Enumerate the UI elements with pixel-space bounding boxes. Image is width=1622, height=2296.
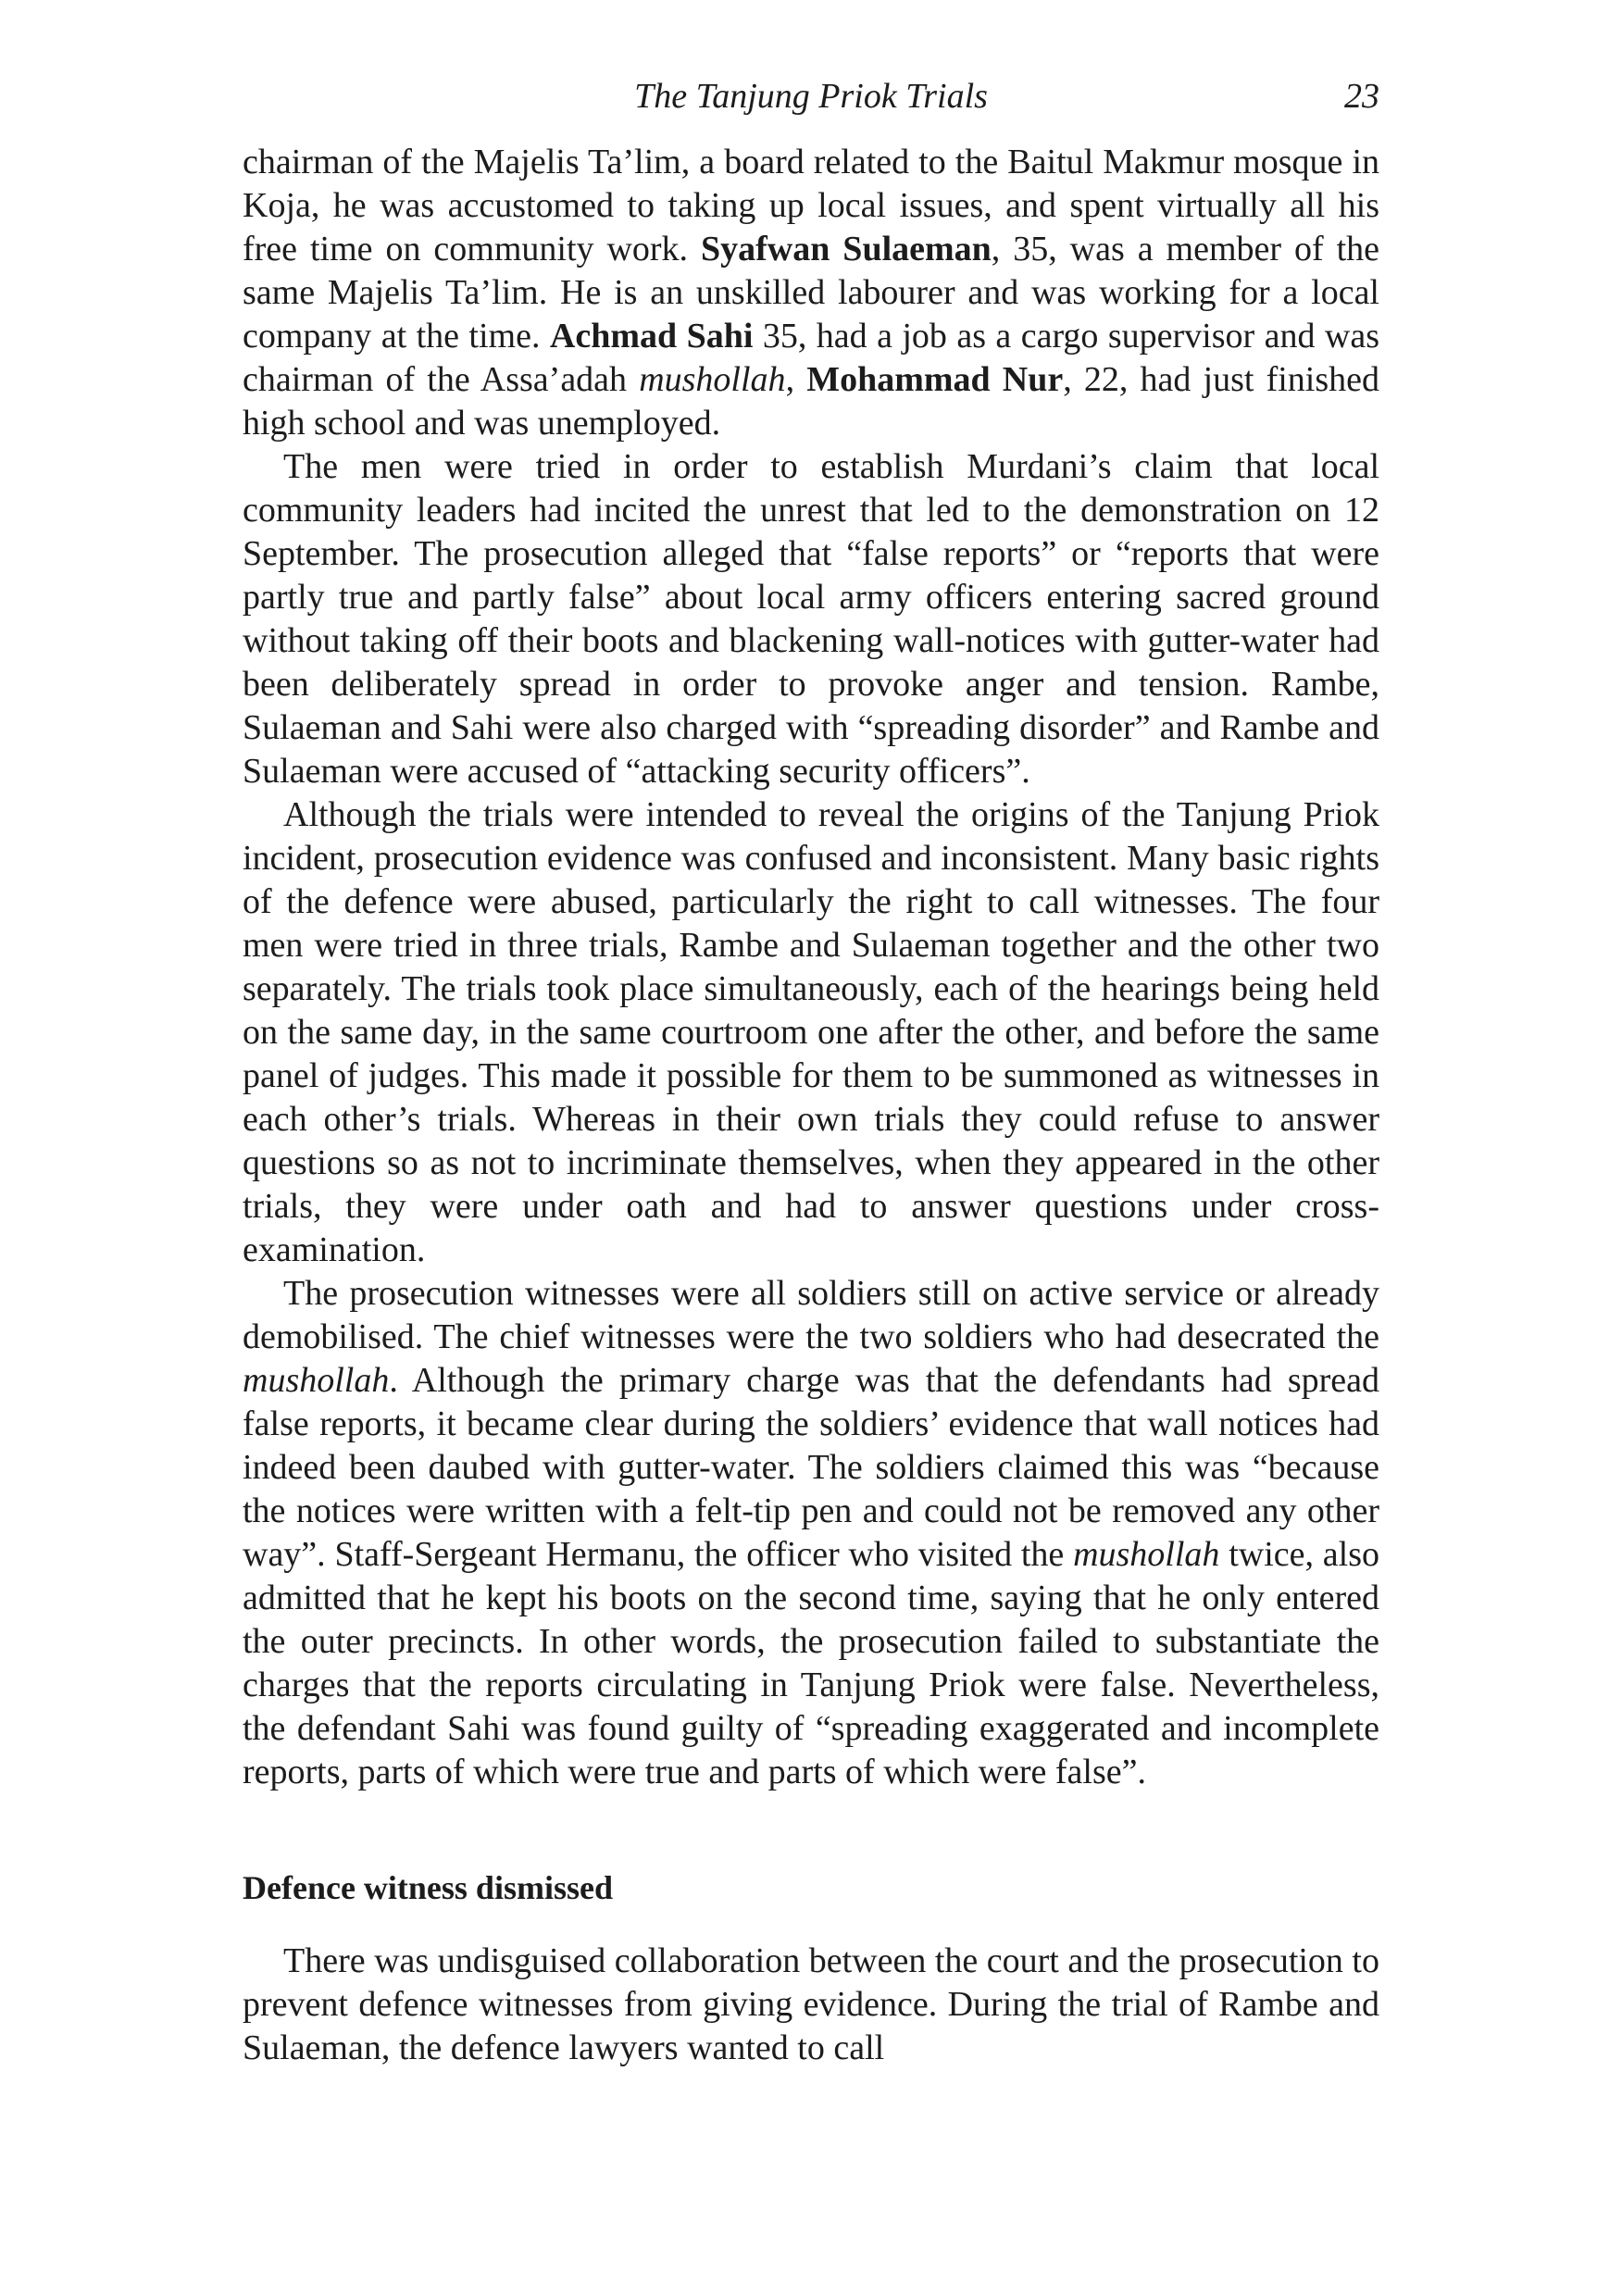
text-run: , <box>785 360 807 399</box>
page-number: 23 <box>1344 77 1379 116</box>
name-syafwan-sulaeman: Syafwan Sulaeman <box>701 230 992 268</box>
section-heading: Defence witness dismissed <box>243 1869 613 1906</box>
paragraph-3: Although the trials were intended to reveal the origins of the Tanjung Priok incident, prosecution evidence was confused and inconsistent. Many basic rights of the defence were abused, particularly the right to call witnesses. The four men were tried in three trials, Rambe and Sulaeman together and the other two separately. The trials took place simultaneously, each of the hearings being held on the same day, in the same courtroom one after the other, and before the same panel of judges. This made it possible for them to be summoned as witnesses in each other’s trials. Whereas in their own trials they could refuse to answer questions so as not to incriminate themselves, when they appeared in the other trials, they were under oath and had to answer questions under cross-examination. <box>243 795 1379 1269</box>
text-run: , 22, had just finished high school and was unemployed. <box>243 360 1380 443</box>
text-run: . Although the primary charge was that the defendants had spread false reports, it became clear during the soldiers’ evidence that wall notices had indeed been daubed with gutter-water. The soldiers claimed this was “because the notices were written with a felt-tip pen and could not be removed any other way”. Staff-Sergeant Hermanu, the officer who visited the <box>243 1361 1379 1574</box>
term-mushollah: mushollah <box>243 1361 390 1400</box>
paragraph-5: There was undisguised collaboration between the court and the prosecution to prevent defence witnesses from giving evidence. During the trial of Rambe and Sulaeman, the defence lawyers wanted to call <box>243 1941 1379 2067</box>
text-run: The prosecution witnesses were all soldiers still on active service or already demobilised. The chief witnesses were the two soldiers who had desecrated the <box>243 1274 1379 1356</box>
name-mohammad-nur: Mohammad Nur <box>806 360 1064 399</box>
paragraph-1 <box>243 141 1379 445</box>
body-text <box>243 141 1379 2070</box>
running-header <box>243 76 1379 141</box>
text-run: 35, had a job as a cargo supervisor and was chairman of the Assa’adah <box>243 317 1379 399</box>
document-page <box>243 76 1379 2070</box>
paragraph-4 <box>243 1272 1379 1794</box>
term-mushollah: mushollah <box>639 360 786 399</box>
term-mushollah: mushollah <box>1073 1535 1220 1574</box>
paragraph-2: The men were tried in order to establish Murdani’s claim that local community leaders had incited the unrest that led to the demonstration on 12 September. The prosecution alleged that “false reports” or “reports that were partly true and partly false” about local army officers entering sacred ground without taking off their boots and blackening wall-notices with gutter-water had been deliberately spread in order to provoke anger and tension. Rambe, Sulaeman and Sahi were also charged with “spreading disorder” and Rambe and Sulaeman were accused of “attacking security officers”. <box>243 447 1379 791</box>
running-title: The Tanjung Priok Trials <box>634 77 988 116</box>
text-run: chairman of the Majelis Ta’lim, a board related to the Baitul Makmur mosque in Koja, he was accustomed to taking up local issues, and spent virtually all his free time on community work. <box>243 143 1379 268</box>
text-run: twice, also admitted that he kept his boots on the second time, saying that he only entered the outer precincts. In other words, the prosecution failed to substantiate the charges that the reports circulating in Tanjung Priok were false. Nevertheless, the defendant Sahi was found guilty of “spreading exaggerated and incomplete reports, parts of which were true and parts of which were false”. <box>243 1535 1379 1791</box>
name-achmad-sahi: Achmad Sahi <box>549 317 754 356</box>
text-run: , 35, was a member of the same Majelis Ta’lim. He is an unskilled labourer and was working for a local company at the time. <box>243 230 1380 356</box>
